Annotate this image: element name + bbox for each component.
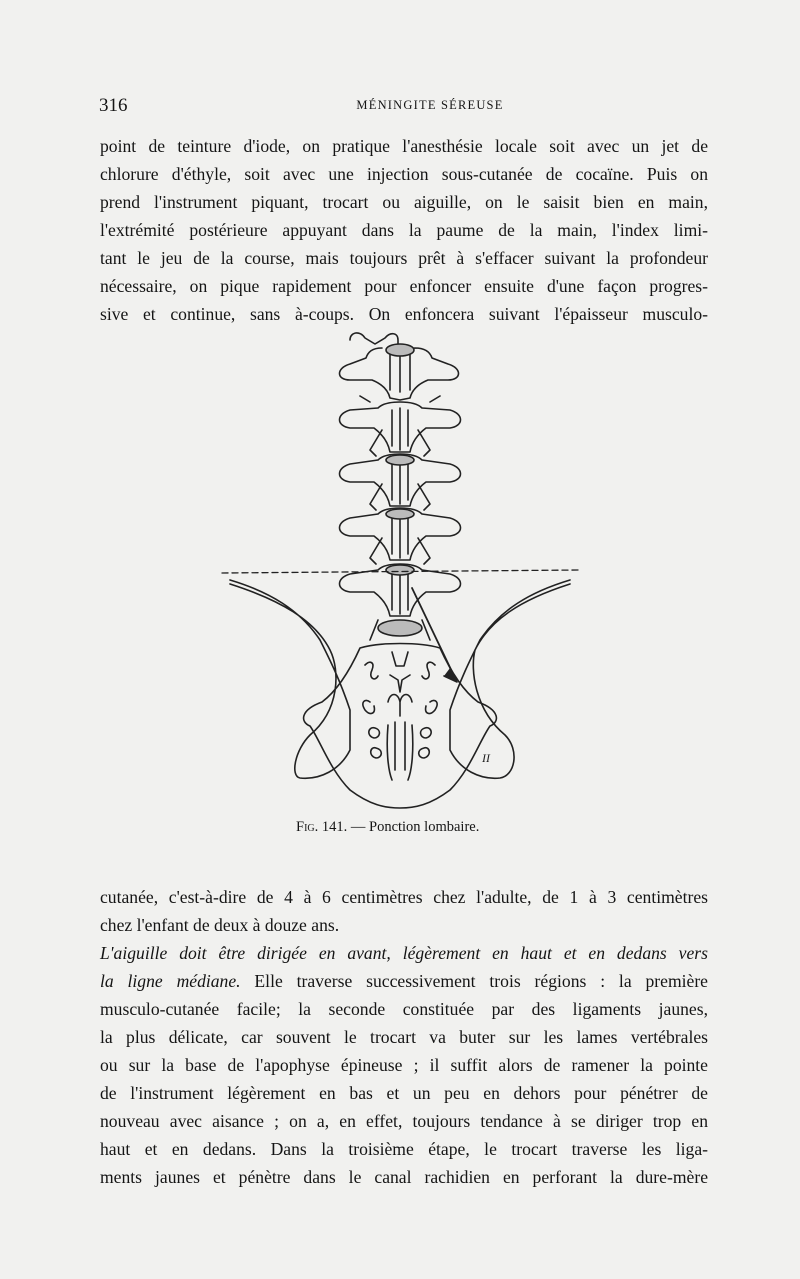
sacrum: [304, 644, 497, 809]
text-run: Elle traverse successivement trois régions : la première: [240, 971, 708, 991]
text-line: point de teinture d'iode, on pratique l'anesthésie locale soit avec un jet de: [100, 136, 708, 156]
paragraph-3: [100, 939, 708, 1191]
text-line: tant le jeu de la course, mais toujours prêt à s'effacer suivant la profondeur: [100, 248, 708, 268]
text-line: musculo-cutanée facile; la seconde constituée par des ligaments jaunes,: [100, 999, 708, 1019]
needle-arrow: [412, 588, 456, 680]
roman-mark: II: [482, 751, 490, 765]
spine-illustration: [200, 330, 600, 810]
lumbar-puncture-figure: [200, 330, 600, 810]
text-line: [100, 939, 708, 967]
text-line: nécessaire, on pique rapidement pour enfoncer ensuite d'une façon progres-: [100, 276, 708, 296]
text-line: chez l'enfant de deux à douze ans.: [100, 915, 340, 935]
right-iliac-crest: [450, 580, 570, 778]
text-line: nouveau avec aisance ; on a, en effet, toujours tendance à se diriger trop en: [100, 1111, 708, 1131]
paragraph-2: [100, 883, 708, 939]
vertebra-l3: [340, 454, 461, 510]
figure-caption: [296, 819, 526, 836]
vertebra-l4: [340, 508, 461, 564]
text-line: ou sur la base de l'apophyse épineuse ; il suffit alors de ramener la pointe: [100, 1055, 708, 1075]
vertebra-l2: [340, 396, 461, 456]
page-number: 316: [99, 95, 128, 116]
text-line: prend l'instrument piquant, trocart ou aiguille, on le saisit bien en main,: [100, 192, 708, 212]
text-line: la plus délicate, car souvent le trocart va buter sur les lames vertébrales: [100, 1027, 708, 1047]
vertebra-l1: [340, 333, 459, 400]
paragraph-1: [100, 132, 708, 328]
vertebra-l5: [340, 564, 461, 640]
left-iliac-crest: [230, 580, 350, 778]
text-line: de l'instrument légèrement en bas et un peu en dehors pour pénétrer de: [100, 1083, 708, 1103]
text-line: chlorure d'éthyle, soit avec une injection sous-cutanée de cocaïne. Puis on: [100, 164, 708, 184]
text-line: [100, 967, 708, 995]
figure-caption-text: — Ponction lombaire.: [347, 819, 480, 835]
text-line: haut et en dedans. Dans la troisième étape, le trocart traverse les liga-: [100, 1139, 708, 1159]
italic-text: la ligne médiane.: [100, 971, 241, 991]
italic-text: L'aiguille doit être dirigée en avant, légèrement en haut et en dedans vers: [100, 943, 708, 963]
text-line: sive et continue, sans à-coups. On enfoncera suivant l'épaisseur musculo-: [100, 304, 708, 324]
text-line: l'extrémité postérieure appuyant dans la paume de la main, l'index limi-: [100, 220, 708, 240]
text-line: cutanée, c'est-à-dire de 4 à 6 centimètres chez l'adulte, de 1 à 3 centimètres: [100, 887, 708, 907]
text-line: ments jaunes et pénètre dans le canal rachidien en perforant la dure-mère: [100, 1167, 708, 1187]
running-head: MÉNINGITE SÉREUSE: [356, 98, 504, 112]
figure-label: Fig. 141.: [296, 819, 348, 835]
